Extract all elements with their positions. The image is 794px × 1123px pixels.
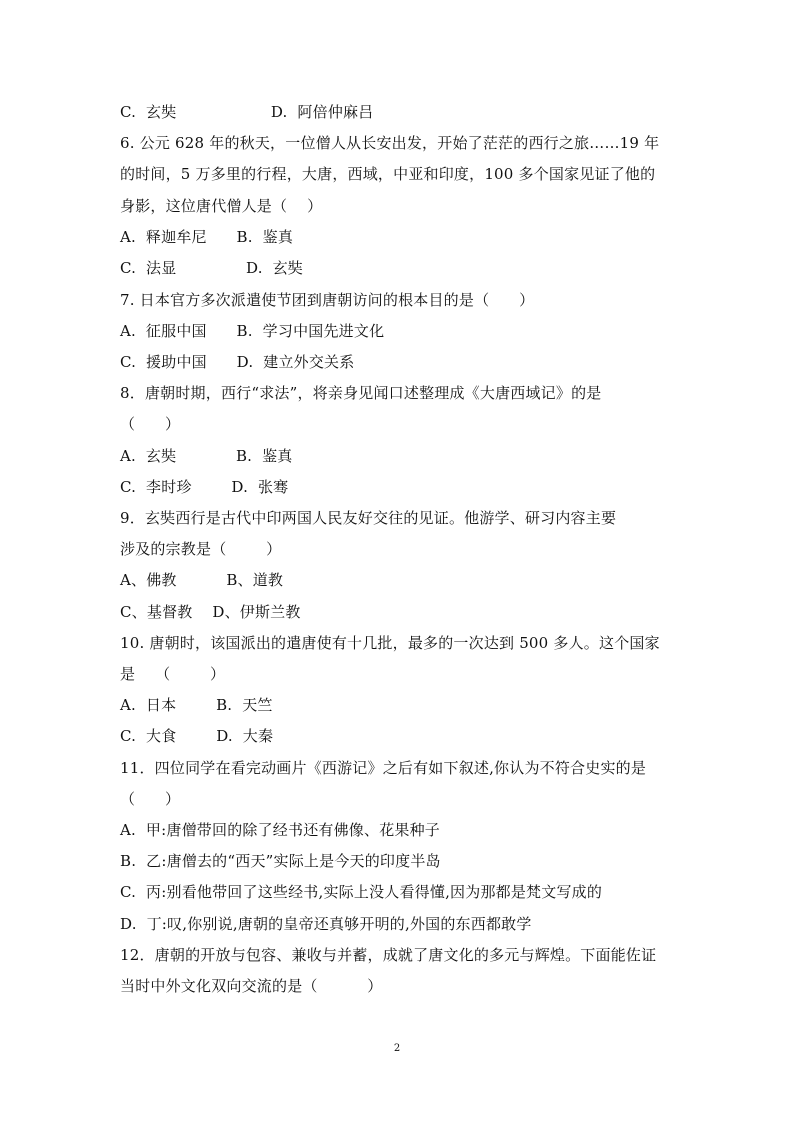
- option-line: C. 李时珍 D. 张骞: [120, 478, 289, 496]
- option-line: B. 乙:唐僧去的“西天”实际上是今天的印度半岛: [120, 852, 441, 870]
- option-line: C. 玄奘 D. 阿倍仲麻吕: [120, 103, 374, 121]
- question-9-text: 涉及的宗教是（ ）: [120, 540, 282, 558]
- option-line: A. 释迦牟尼 B. 鉴真: [120, 228, 294, 246]
- option-line: A. 征服中国 B. 学习中国先进文化: [120, 322, 385, 340]
- option-line: A. 玄奘 B. 鉴真: [120, 447, 293, 465]
- question-8-text: （ ）: [120, 415, 181, 433]
- question-9-text: 9．玄奘西行是古代中印两国人民友好交往的见证。他游学、研习内容主要: [120, 509, 617, 527]
- option-line: C. 援助中国 D. 建立外交关系: [120, 353, 355, 371]
- question-12-text: 12．唐朝的开放与包容、兼收与并蓄，成就了唐文化的多元与辉煌。下面能佐证: [120, 946, 657, 964]
- question-12-text: 当时中外文化双向交流的是（ ）: [120, 977, 383, 995]
- question-7-text: 7. 日本官方多次派遣使节团到唐朝访问的根本目的是（ ）: [120, 291, 535, 309]
- question-6-text: 6. 公元 628 年的秋天，一位僧人从长安出发，开始了茫茫的西行之旅……19 年: [120, 134, 660, 152]
- page-number: 2: [393, 1043, 401, 1054]
- option-line: A. 日本 B. 天竺: [120, 696, 273, 714]
- option-line: A、佛教 B、道教: [120, 571, 284, 589]
- option-line: C. 大食 D. 大秦: [120, 727, 274, 745]
- option-line: C、基督教 D、伊斯兰教: [120, 603, 301, 621]
- option-line: D. 丁:叹,你别说,唐朝的皇帝还真够开明的,外国的东西都敢学: [120, 915, 532, 933]
- option-line: A. 甲:唐僧带回的除了经书还有佛像、花果种子: [120, 821, 440, 839]
- option-line: C. 法显 D. 玄奘: [120, 259, 303, 277]
- question-10-text: 是 （ ）: [120, 665, 226, 683]
- option-line: C. 丙:别看他带回了这些经书,实际上没人看得懂,因为那都是梵文写成的: [120, 883, 603, 901]
- question-6-text: 身影，这位唐代僧人是（ ）: [120, 197, 323, 215]
- question-11-text: 11．四位同学在看完动画片《西游记》之后有如下叙述,你认为不符合史实的是: [120, 759, 647, 777]
- question-10-text: 10. 唐朝时，该国派出的遣唐使有十几批，最多的一次达到 500 多人。这个国家: [120, 634, 660, 652]
- question-11-text: （ ）: [120, 790, 181, 808]
- question-6-text: 的时间，5 万多里的行程，大唐，西域，中亚和印度，100 多个国家见证了他的: [120, 165, 656, 183]
- question-8-text: 8．唐朝时期，西行“求法”，将亲身见闻口述整理成《大唐西域记》的是: [120, 384, 602, 402]
